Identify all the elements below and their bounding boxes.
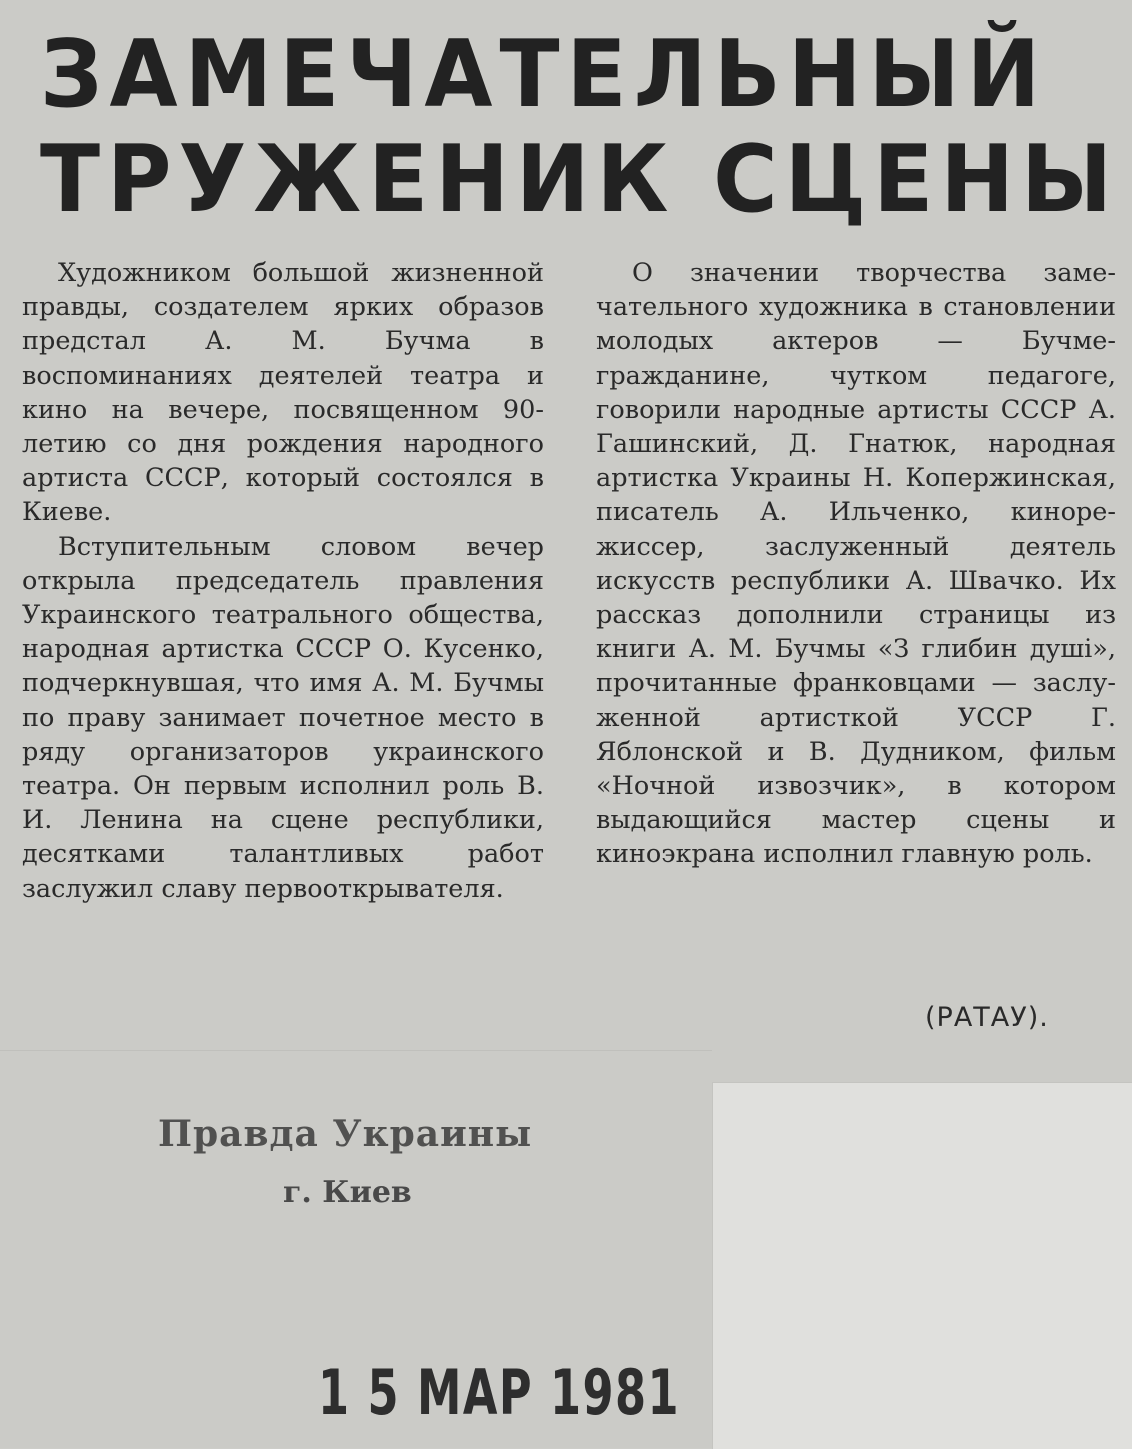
article-paragraph: О значении творчества замечательного художника в становлении молодых актеров — Бучме-гражданине, чутком педагоге, говорили народные артисты СССР А. Гашинский, Д. Гнатюк, народная артистка Украины Н. Копержинская, писатель А. Ильченко, кинорежиссер, заслуженный деятель искусств республики А. Швачко. Их рассказ дополнили страницы из книги А. М. Бучмы «З глибин душі», прочитанные франковцами — заслуженной артисткой УССР Г. Яблонской и В. Дудником, фильм «Ночной извозчик», в котором выдающийся мастер сцены и киноэкрана исполнил главную роль. — [596, 258, 1116, 870]
fold-line — [0, 1050, 712, 1051]
article-column-right — [596, 256, 1116, 872]
pasted-paper-patch — [712, 1082, 1132, 1449]
city-stamp: г. Киев — [283, 1175, 412, 1210]
date-stamp: 1 5 МАР 1981 — [318, 1356, 680, 1429]
headline-line-2: ТРУЖЕНИК СЦЕНЫ — [40, 124, 1120, 234]
headline-line-1: ЗАМЕЧАТЕЛЬНЫЙ — [40, 19, 1048, 129]
article-paragraph: Художником большой жизненной правды, создателем ярких образов предстал А. М. Бучма в воспоминаниях деятелей театра и кино на вечере, посвященном 90-летию со дня рождения народного артиста СССР, который состоялся в Киеве. — [22, 258, 544, 528]
newspaper-name-stamp: Правда Украины — [158, 1113, 533, 1155]
article-headline — [40, 19, 1120, 234]
article-paragraph: Вступительным словом вечер открыла председатель правления Украинского театрального общества, народная артистка СССР О. Кусенко, подчеркнувшая, что имя А. М. Бучмы по праву занимает почетное место в ряду организаторов украинского театра. Он первым исполнил роль В. И. Ленина на сцене республики, десятками талантливых работ заслужил славу первооткрывателя. — [22, 531, 544, 904]
news-agency-byline: (РАТАУ). — [925, 1002, 1049, 1033]
article-column-left — [22, 256, 544, 906]
